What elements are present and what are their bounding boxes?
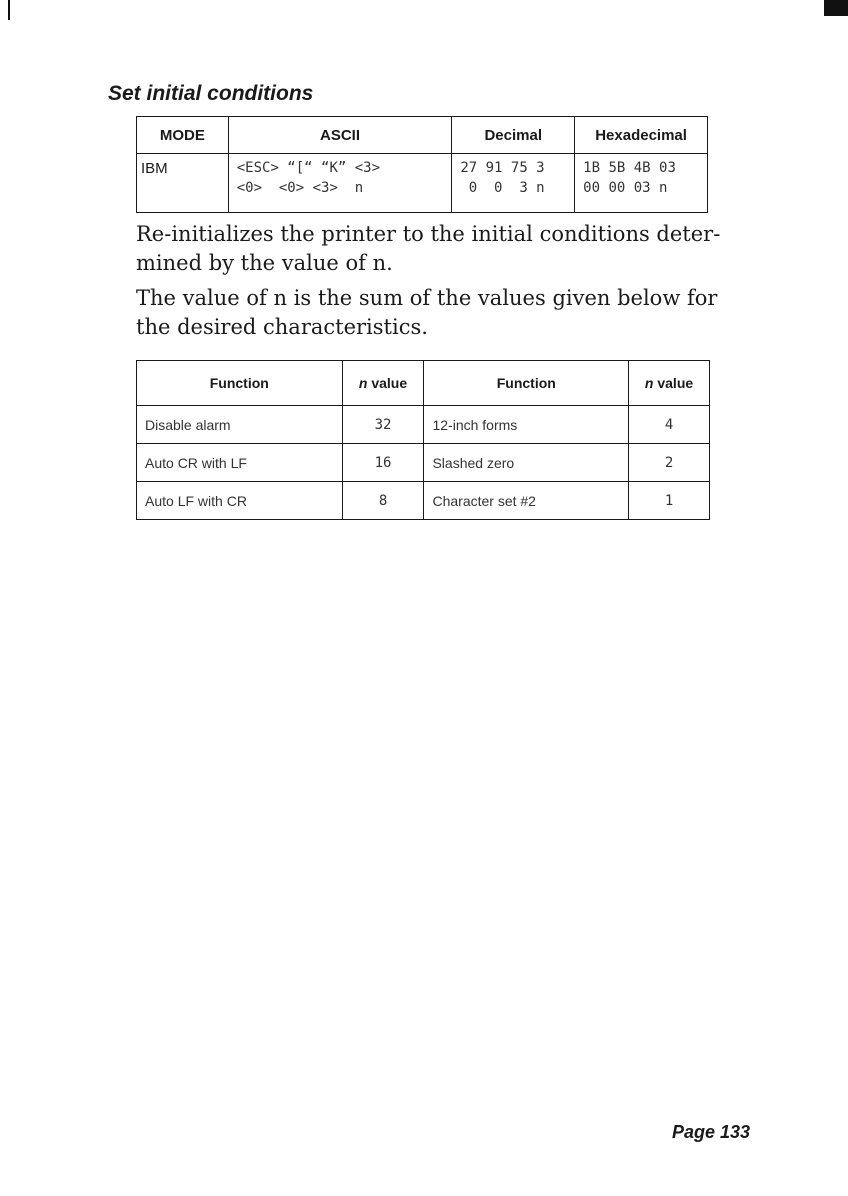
header-n-value-left [342,361,424,406]
decimal-line-2: 0 0 3 n [460,180,545,196]
n-value-cell: 4 [629,406,710,444]
table-row [137,154,708,213]
header-n-left-rest: value [367,375,408,391]
function-cell: Auto LF with CR [137,482,343,520]
ascii-line-1: <ESC> “[“ “K” <3> [236,160,381,176]
function-cell: Slashed zero [424,444,629,482]
header-function-right: Function [424,361,629,406]
header-n-right-rest: value [653,375,694,391]
n-value-cell: 16 [342,444,424,482]
header-n-right-italic: n [644,375,654,391]
command-table-header-row [137,117,708,154]
n-value-cell: 32 [342,406,424,444]
section-title: Set initial conditions [108,82,314,105]
header-hexadecimal: Hexadecimal [575,117,708,154]
header-mode: MODE [137,117,229,154]
table-row [137,444,710,482]
page-number: Page 133 [672,1122,751,1142]
function-cell: 12-inch forms [424,406,629,444]
header-decimal: Decimal [452,117,575,154]
function-cell: Disable alarm [137,406,343,444]
table-row [137,406,710,444]
mode-cell: IBM [137,154,229,213]
scan-mark-left [8,0,10,20]
scan-mark-right [824,0,848,16]
n-value-cell: 1 [629,482,710,520]
decimal-cell [452,154,575,213]
header-n-left-italic: n [358,375,368,391]
n-value-table [136,360,710,520]
ascii-line-2: <0> <0> <3> n [236,180,364,196]
header-n-value-right [629,361,710,406]
n-value-table-header-row [137,361,710,406]
hex-line-1: 1B 5B 4B 03 [583,160,676,176]
ascii-cell [228,154,452,213]
function-cell: Auto CR with LF [137,444,343,482]
command-table [136,116,708,213]
n-value-cell: 2 [629,444,710,482]
hex-line-2: 00 00 03 n [583,180,668,196]
description-paragraph-1: Re-initializes the printer to the initial conditions deter-mined by the value of n. [136,222,721,275]
hex-cell [575,154,708,213]
description-paragraph-2: The value of n is the sum of the values given below for the desired characteristics. [136,286,718,339]
table-row [137,482,710,520]
header-ascii: ASCII [228,117,452,154]
n-value-cell: 8 [342,482,424,520]
function-cell: Character set #2 [424,482,629,520]
decimal-line-1: 27 91 75 3 [460,160,545,176]
header-function-left: Function [137,361,343,406]
